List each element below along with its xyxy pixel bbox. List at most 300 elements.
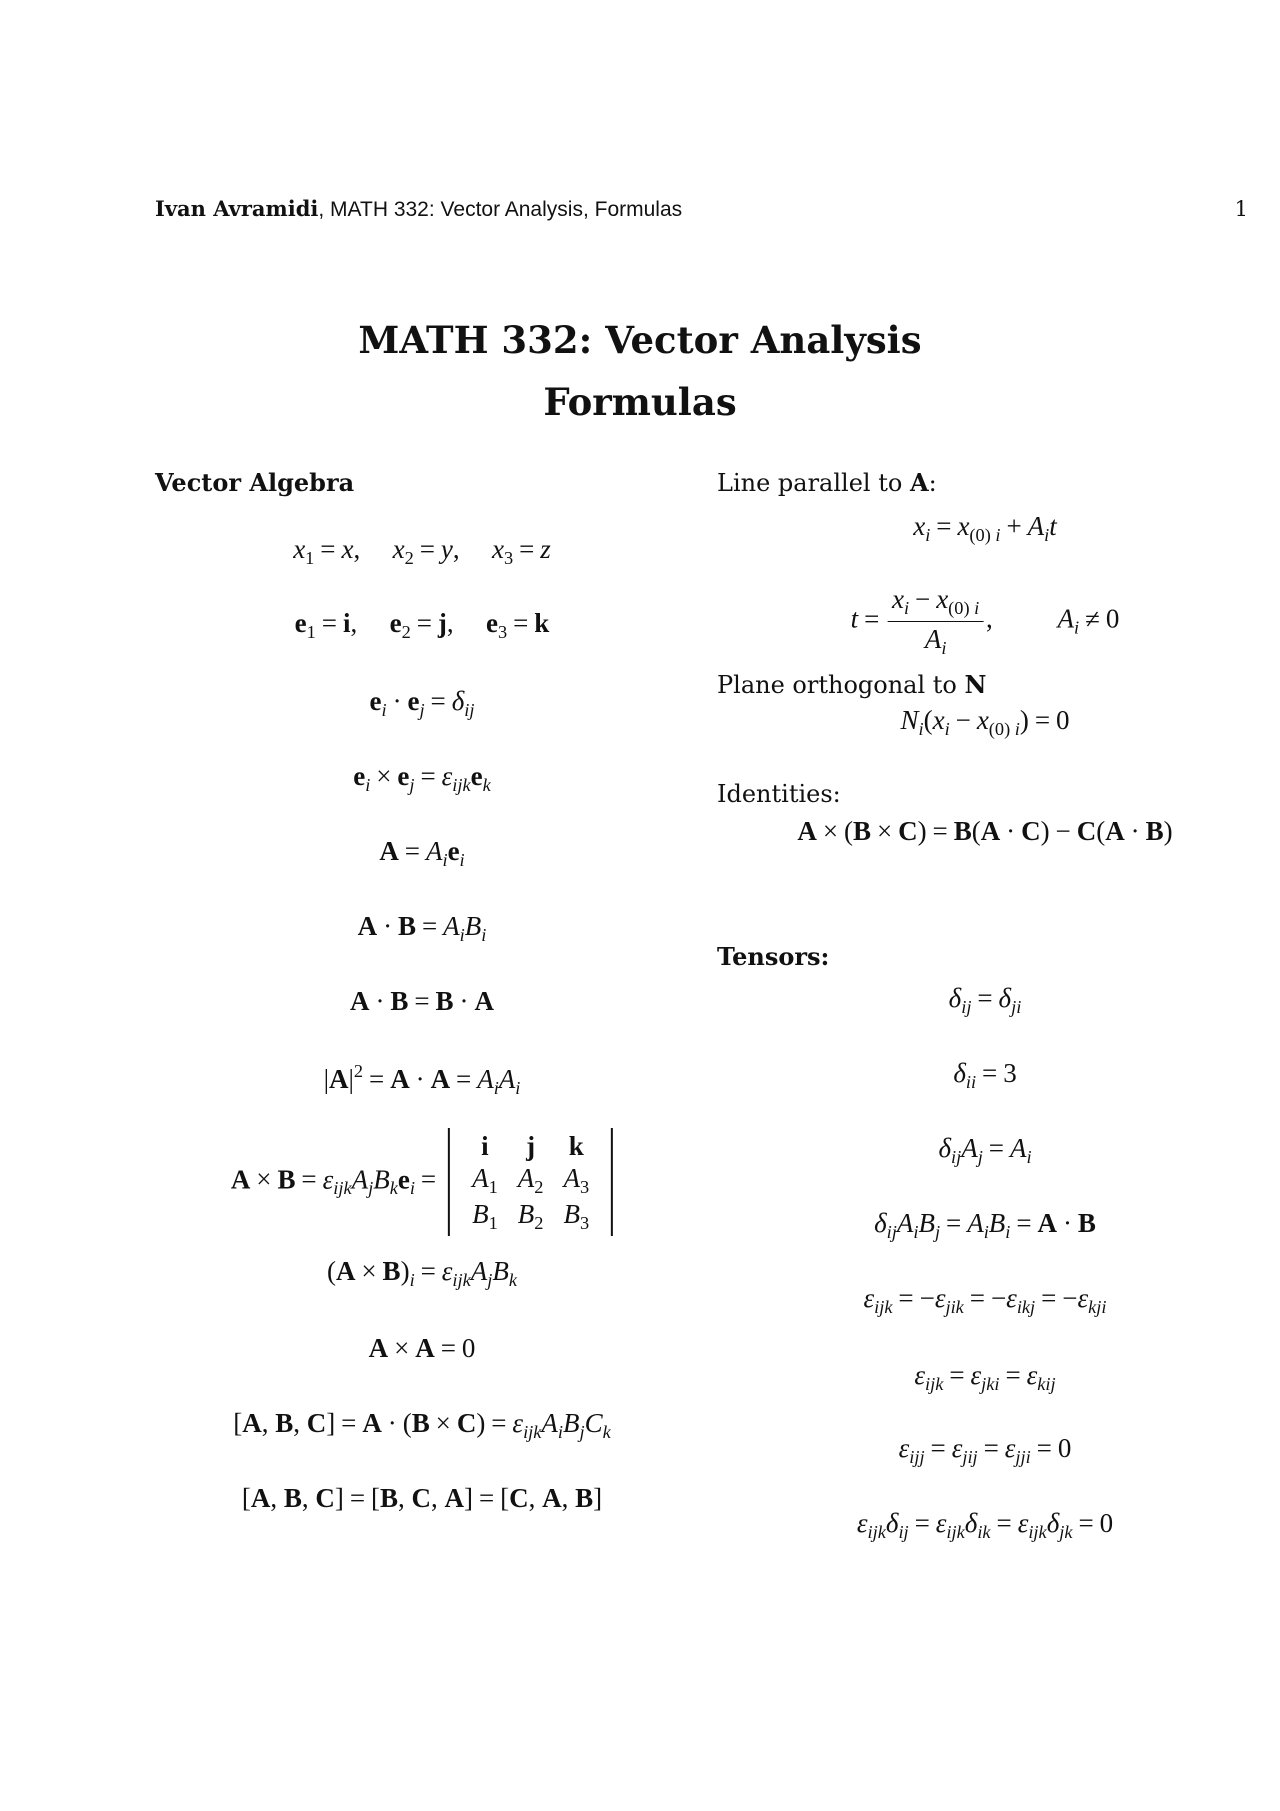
math-token: A (230, 1164, 251, 1195)
math-token: x (913, 511, 926, 541)
equation-delta-trace (953, 1058, 1016, 1093)
math-token: C (509, 1483, 529, 1513)
math-token: ( (1096, 816, 1106, 846)
math-token: C (411, 1483, 432, 1513)
fraction (888, 584, 983, 659)
math-token: , (561, 1483, 576, 1513)
math-token: 0 (1057, 1433, 1072, 1463)
math-token: i (493, 1077, 499, 1098)
math-token: = (983, 1433, 999, 1463)
math-token: j (934, 1221, 941, 1242)
math-token: A (430, 1064, 451, 1095)
math-token: = (419, 534, 435, 564)
equation-dot-product (358, 911, 487, 946)
math-token: ijk (867, 1521, 886, 1542)
math-token: = (301, 1164, 317, 1195)
math-token: i (1044, 524, 1050, 545)
math-token: B (379, 1483, 399, 1513)
math-token: = (1078, 1508, 1094, 1538)
math-token: = (946, 1208, 962, 1238)
math-token: ε (1017, 1508, 1029, 1538)
math-token: A (1027, 511, 1045, 541)
header-course: , MATH 332: Vector Analysis, Formulas (318, 198, 683, 221)
equation-plane-eq (900, 705, 1069, 740)
math-token: | (348, 1064, 354, 1095)
math-token: = (1036, 1433, 1052, 1463)
math-token: B (852, 816, 872, 846)
math-token: = (404, 836, 421, 866)
math-token: ii (965, 1071, 977, 1092)
math-token: = (1016, 1208, 1032, 1238)
math-token: j (977, 1146, 983, 1167)
math-token: B (953, 816, 972, 846)
title-main: MATH 332: Vector Analysis (358, 318, 922, 362)
math-token: ijk (333, 1178, 352, 1199)
math-token: δ (953, 1058, 966, 1088)
math-token: (0) (948, 597, 975, 618)
math-token: , (350, 608, 358, 638)
math-token: ) (400, 1256, 410, 1286)
math-token: = (949, 1360, 965, 1390)
math-token: kji (1088, 1296, 1107, 1317)
math-token: e (294, 608, 307, 638)
math-token: 0 (1056, 705, 1070, 735)
math-token: A (390, 1064, 410, 1095)
math-token: = (349, 1483, 366, 1513)
math-token: B (1077, 1208, 1096, 1238)
math-token: C (1076, 816, 1097, 846)
math-token: i (342, 608, 351, 638)
math-token: t (850, 603, 859, 634)
math-token: i (1014, 718, 1020, 739)
math-token: B (283, 1483, 302, 1513)
math-token: , (270, 1483, 284, 1513)
math-token: i (459, 849, 465, 870)
math-token: k (508, 1269, 518, 1290)
math-token: e (470, 761, 483, 791)
math-token: A (498, 1064, 516, 1095)
math-token: j (579, 1421, 585, 1442)
math-token: A (425, 836, 443, 866)
math-token: = (430, 686, 446, 716)
math-token: · (392, 686, 402, 716)
math-token: B (398, 911, 417, 941)
math-token: ij (961, 996, 972, 1017)
math-token: A (1009, 1133, 1027, 1163)
equation-line-t (851, 584, 1120, 659)
equation-norm (324, 1061, 521, 1099)
math-token: ik (977, 1521, 991, 1542)
math-token: A (924, 623, 942, 654)
math-token: e (397, 1164, 410, 1195)
math-token: ε (1004, 1433, 1016, 1463)
math-token: δ (1046, 1508, 1060, 1538)
math-token: = (996, 1508, 1012, 1538)
math-token: e (353, 761, 366, 791)
math-token: ikj (1016, 1296, 1036, 1317)
math-token: i (515, 1077, 521, 1098)
label-bold: N (964, 670, 987, 699)
math-token: C (306, 1408, 327, 1438)
math-token: B (382, 1256, 401, 1286)
math-token: A (368, 1333, 389, 1363)
math-token: = (1034, 705, 1051, 735)
math-token: , (446, 608, 454, 638)
math-token: ε (441, 1256, 453, 1286)
math-token: − (990, 1283, 1007, 1313)
math-token: ε (934, 1283, 946, 1313)
math-token: = (420, 761, 436, 791)
page-number: 1 (1234, 197, 1248, 221)
math-token: x (976, 705, 989, 735)
math-token: C (315, 1483, 335, 1513)
math-token: = (977, 983, 993, 1013)
math-token: B (988, 1208, 1006, 1238)
equation-delta-contract (938, 1133, 1031, 1168)
math-token: = (982, 1058, 998, 1088)
determinant-matrix: i j k $A_1$ $A_2$ $A_3$ $B_1$ $B_2$ $B_3$ (448, 1128, 613, 1236)
math-token: δ (874, 1208, 887, 1238)
math-token: = (1005, 1360, 1021, 1390)
math-token: j (409, 774, 415, 795)
math-token: x (293, 534, 306, 564)
math-token: × (822, 816, 839, 846)
math-token: A (357, 911, 378, 941)
math-token: = (969, 1283, 985, 1313)
math-token: A (797, 816, 817, 846)
math-token: A (542, 1483, 562, 1513)
label-plane-orthogonal (717, 670, 986, 699)
math-token: = (864, 603, 880, 634)
math-token: × (361, 1256, 377, 1286)
math-token: 3 (1003, 1058, 1017, 1088)
math-token: i (918, 718, 924, 739)
math-token: [ (241, 1483, 251, 1513)
math-token: i (442, 849, 448, 870)
math-token: C (1021, 816, 1041, 846)
math-token: k (389, 1178, 398, 1199)
math-token: ε (1006, 1283, 1017, 1313)
math-token: B (435, 986, 454, 1016)
math-token: A (362, 1408, 382, 1438)
math-token: ji (1011, 996, 1022, 1017)
math-token: jki (981, 1373, 1000, 1394)
math-token: i (941, 637, 947, 658)
math-token: δ (964, 1508, 978, 1538)
math-token: = (369, 1064, 385, 1095)
math-token: ] (464, 1483, 474, 1513)
label-identities: Identities: (717, 780, 841, 808)
equation-vector-components (379, 836, 464, 871)
math-token: i (459, 924, 465, 945)
math-token: = (914, 1508, 930, 1538)
math-token: = (898, 1283, 914, 1313)
math-token: 0 (1099, 1508, 1114, 1538)
math-token: ijk (452, 1269, 471, 1290)
header-title (155, 196, 682, 222)
equation-bac-cab (797, 816, 1172, 847)
math-token: B (390, 986, 409, 1016)
math-token: B (411, 1408, 430, 1438)
math-token: i (381, 699, 387, 720)
math-token: i (1005, 1221, 1011, 1242)
math-token: · (1006, 816, 1016, 846)
math-token: ( (843, 816, 853, 846)
math-token: i (925, 524, 931, 545)
label-line-parallel (717, 468, 937, 497)
math-token: B (373, 1164, 390, 1195)
math-token: , (431, 1483, 445, 1513)
equation-levi-antisym (863, 1283, 1106, 1318)
math-token: A (350, 986, 370, 1016)
math-token: jk (1059, 1521, 1073, 1542)
math-token: (0) (988, 718, 1015, 739)
title-subtitle: Formulas (543, 380, 737, 424)
math-token: · (1130, 816, 1140, 846)
math-token: − (919, 1283, 935, 1313)
math-token: = (321, 608, 338, 638)
math-token: jik (945, 1296, 964, 1317)
math-token: (0) (969, 524, 996, 545)
math-token: A (541, 1408, 558, 1438)
math-token: × (256, 1164, 272, 1195)
label-text: Line parallel to (717, 469, 910, 497)
math-token: 2 (404, 547, 414, 568)
label-bold: A (909, 468, 929, 497)
math-token: ε (970, 1360, 982, 1390)
math-token: A (415, 1333, 435, 1363)
math-token: · (415, 1064, 425, 1095)
math-token: ( (326, 1256, 336, 1286)
math-token: x (492, 534, 504, 564)
math-token: ijk (452, 774, 471, 795)
math-token: y (440, 534, 453, 564)
math-token: , (528, 1483, 543, 1513)
math-token: 1 (306, 621, 316, 642)
label-suffix: : (928, 469, 937, 497)
math-token: A (443, 911, 460, 941)
math-token: e (397, 761, 410, 791)
math-token: · (459, 986, 469, 1016)
math-token: , (301, 1483, 316, 1513)
math-token: × (876, 816, 893, 846)
math-token: C (898, 816, 918, 846)
math-token: j (368, 1178, 374, 1199)
math-token: = (456, 1064, 472, 1095)
math-token: ] (326, 1408, 336, 1438)
math-token: i (995, 524, 1001, 545)
equation-levi-cyclic (914, 1360, 1055, 1395)
math-token: 1 (305, 547, 315, 568)
math-token: A (351, 1164, 369, 1195)
math-token: e (486, 608, 499, 638)
math-token: = (320, 534, 336, 564)
math-token: j (437, 608, 447, 638)
math-token: i (481, 924, 487, 945)
equation-coords (293, 534, 551, 569)
math-token: ijk (946, 1521, 965, 1542)
math-token: × (394, 1333, 410, 1363)
math-token: , (293, 1408, 307, 1438)
math-token: − (915, 584, 931, 614)
math-token: e (407, 686, 420, 716)
math-token: , (986, 603, 993, 634)
math-token: x (392, 534, 405, 564)
math-token: ij (886, 1221, 897, 1242)
math-token: A (967, 1208, 984, 1238)
math-token: i (409, 1269, 415, 1290)
math-token: = (1041, 1283, 1057, 1313)
math-token: [ (500, 1483, 510, 1513)
equation-levi-repeated (899, 1433, 1072, 1468)
math-token: A (1105, 816, 1125, 846)
math-token: ≠ (1085, 603, 1100, 634)
math-token: x (341, 534, 354, 564)
math-token: , (398, 1483, 412, 1513)
math-token: 0 (461, 1333, 476, 1363)
math-token: A (474, 986, 494, 1016)
math-token: 3 (503, 547, 514, 568)
equation-delta-dot (874, 1208, 1096, 1243)
math-token: i (1026, 1146, 1032, 1167)
math-token: · (383, 911, 393, 941)
math-token: x (932, 705, 945, 735)
math-token: i (1074, 617, 1080, 638)
math-token: A (444, 1483, 465, 1513)
math-token: ijk (523, 1421, 542, 1442)
math-token: B (277, 1164, 296, 1195)
math-token: C (584, 1408, 603, 1438)
math-token: , (261, 1408, 276, 1438)
math-token: j (419, 699, 425, 720)
math-token: = (478, 1483, 495, 1513)
math-token: x (891, 584, 904, 614)
math-token: | (323, 1064, 329, 1095)
math-token: ( (402, 1408, 412, 1438)
math-token: = (440, 1333, 456, 1363)
math-token: A (477, 1064, 494, 1095)
math-token: ) (917, 816, 927, 846)
math-token: = (420, 1256, 436, 1286)
math-token: ( (923, 705, 933, 735)
math-token: = (513, 608, 529, 638)
math-token: B (275, 1408, 294, 1438)
math-token: A (242, 1408, 262, 1438)
label-text: Plane orthogonal to (717, 671, 965, 699)
math-token: A (335, 1256, 356, 1286)
math-token: k (482, 774, 491, 795)
math-token: = (936, 511, 952, 541)
math-token: N (900, 705, 919, 735)
math-token: = (421, 911, 438, 941)
math-token: B (492, 1256, 509, 1286)
math-token: ε (898, 1433, 910, 1463)
math-token: × (435, 1408, 451, 1438)
math-token: z (540, 534, 551, 564)
math-token: ] (334, 1483, 344, 1513)
math-token: A (961, 1133, 978, 1163)
math-token: δ (451, 686, 465, 716)
math-token: ε (914, 1360, 926, 1390)
math-token: ij (898, 1521, 909, 1542)
math-token: 3 (498, 621, 508, 642)
math-token: jij (962, 1446, 978, 1467)
equation-delta-symmetric (949, 983, 1022, 1018)
equation-basis (295, 608, 550, 643)
math-token: j (487, 1269, 493, 1290)
math-token: i (903, 597, 910, 618)
math-token: = (420, 1164, 437, 1195)
math-token: A (329, 1064, 349, 1095)
math-token: ε (512, 1408, 524, 1438)
math-token: e (389, 608, 402, 638)
math-token: A (1057, 603, 1075, 634)
math-token: ε (863, 1283, 875, 1313)
math-token: e (369, 686, 382, 716)
math-token: = (491, 1408, 507, 1438)
math-token: i (913, 1221, 919, 1242)
math-token: B (1145, 816, 1164, 846)
math-token: , (353, 534, 361, 564)
math-token: i (409, 1178, 415, 1199)
math-token: = (930, 1433, 946, 1463)
math-token: k (534, 608, 550, 638)
equation-line-param (913, 511, 1057, 546)
math-token: · (387, 1408, 397, 1438)
math-token: C (456, 1408, 477, 1438)
math-token: ij (464, 699, 475, 720)
math-token: B (563, 1408, 580, 1438)
math-token: ( (971, 816, 981, 846)
math-token: A (379, 836, 399, 866)
equation-triple-cyclic (242, 1483, 602, 1514)
math-token: ijk (1028, 1521, 1047, 1542)
math-token: ε (322, 1164, 334, 1195)
math-token: B (575, 1483, 594, 1513)
math-token: − (1055, 816, 1071, 846)
math-token: A (250, 1483, 271, 1513)
math-token: ε (441, 761, 453, 791)
math-token: 2 (353, 1061, 364, 1081)
math-token: i (974, 597, 980, 618)
math-token: 0 (1105, 603, 1120, 634)
math-token: ijj (909, 1446, 925, 1467)
section-heading-vector-algebra: Vector Algebra (155, 468, 355, 497)
math-token: δ (948, 983, 962, 1013)
equation-cross-component (327, 1256, 517, 1291)
math-token: − (955, 705, 971, 735)
math-token: = (416, 608, 432, 638)
math-token: ijk (925, 1373, 944, 1394)
math-token: , (452, 534, 460, 564)
math-token: jji (1015, 1446, 1031, 1467)
math-token: ε (951, 1433, 963, 1463)
section-heading-tensors: Tensors: (717, 942, 830, 971)
math-token: e (447, 836, 460, 866)
math-token: = (932, 816, 948, 846)
math-token: B (918, 1208, 935, 1238)
math-token: k (602, 1421, 611, 1442)
math-token: δ (998, 983, 1012, 1013)
math-token: ) (1040, 816, 1050, 846)
math-token: A (470, 1256, 488, 1286)
math-token: x (936, 584, 949, 614)
math-token: kij (1037, 1373, 1056, 1394)
math-token: · (375, 986, 385, 1016)
equation-triple-product (233, 1408, 611, 1443)
math-token: i (944, 718, 950, 739)
equation-self-cross (369, 1333, 476, 1364)
